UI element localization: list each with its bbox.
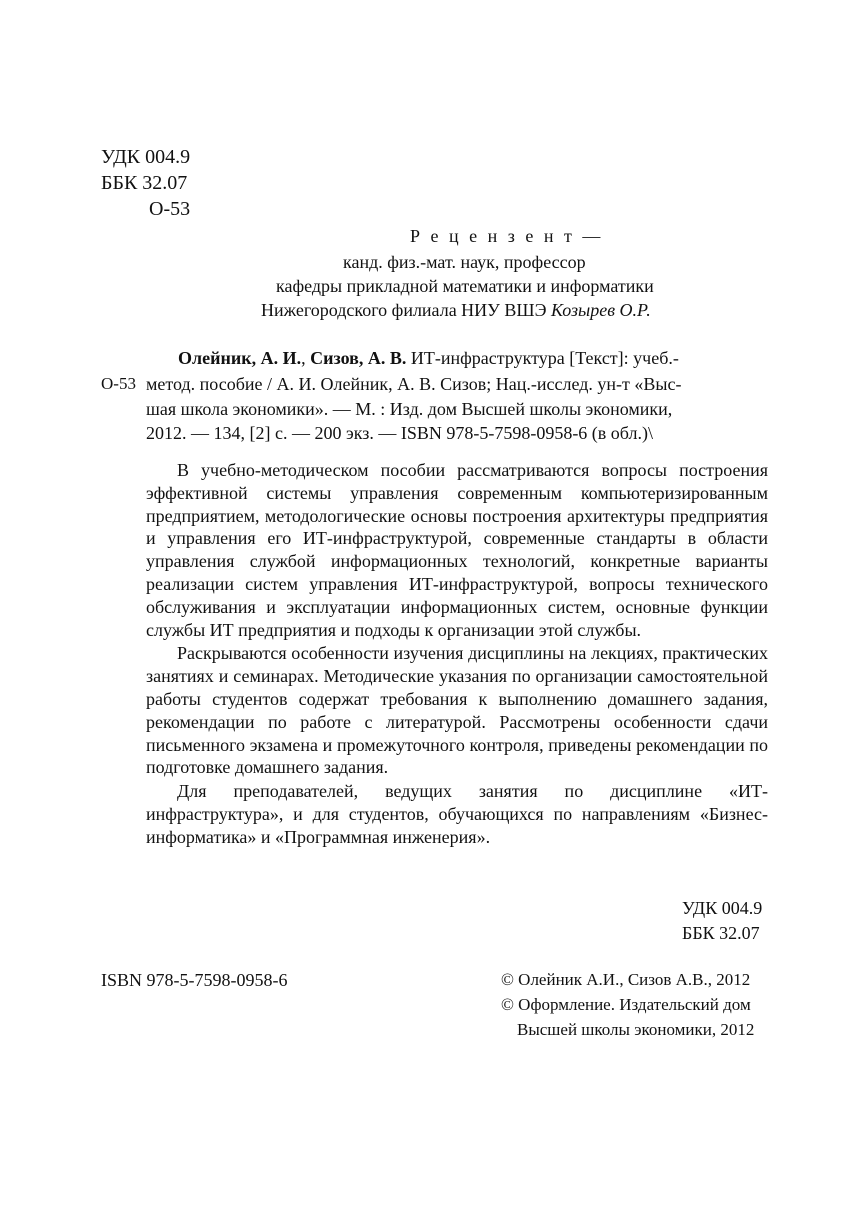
biblio-line-4: 2012. — 134, [2] с. — 200 экз. — ISBN 978-5-7598-0958-6 (в обл.)\ [146,423,653,443]
abstract-paragraph-2: Раскрываются особенности изучения дисциплины на лекциях, практических занятиях и семинарах. Методические указания по организации самостоятельной работы студентов содержат требования к выполнению домашнего задания, рекомендации по работе с литературой. Рассмотрены особенности сдачи письменного экзамена и промежуточного контроля, приведены рекомендации по подготовке домашнего задания. [146,643,768,778]
biblio-line-1 [178,346,768,370]
udk-code-bottom: УДК 004.9 [682,898,763,918]
reviewer-line-2: кафедры прикладной математики и информатики [276,276,654,296]
bbk-code-top: ББК 32.07 [101,172,188,194]
biblio-line-3: шая школа экономики». — М. : Изд. дом Высшей школы экономики, [146,399,673,419]
reviewer-affiliation: Нижегородского филиала НИУ ВШЭ [261,300,547,320]
biblio-line-2: метод. пособие / А. И. Олейник, А. В. Сизов; Нац.-исслед. ун-т «Выс- [146,374,682,394]
author-1: Олейник, А. И. [178,348,302,368]
abstract-paragraph-1: В учебно-методическом пособии рассматриваются вопросы построения эффективной системы управления современным компьютеризированным предприятием, методологические основы построения архитектуры предприятия и управления его ИТ-инфраструктурой, современные стандарты в области управления службой информационных технологий, конкретные варианты реализации систем управления ИТ-инфраструктурой, вопросы технического обслуживания и эксплуатации информационных систем, основные функции службы ИТ предприятия и подходы к организации этой службы. [146,460,768,640]
biblio-title: ИТ-инфраструктура [Текст]: учеб.- [410,348,679,368]
abstract-paragraph-3: Для преподавателей, ведущих занятия по дисциплине «ИТ-инфраструктура», и для студентов, обучающихся по направлениям «Бизнес-информатика» и «Программная инженерия». [146,781,768,847]
reviewer-title: Р е ц е н з е н т — [410,226,604,246]
biblio-margin-mark: О-53 [101,374,136,393]
copyright-authors: © Олейник А.И., Сизов А.В., 2012 [501,970,751,989]
reviewer-line-3 [261,298,651,322]
bbk-code-bottom: ББК 32.07 [682,923,760,943]
isbn: ISBN 978-5-7598-0958-6 [101,970,288,990]
udk-code-top: УДК 004.9 [101,146,191,168]
author-2: Сизов, А. В. [310,348,407,368]
copyright-design: © Оформление. Издательский дом [501,995,751,1014]
copyright-publisher: Высшей школы экономики, 2012 [517,1020,755,1039]
author-separator: , [301,348,311,368]
reviewer-line-1: канд. физ.-мат. наук, профессор [343,252,586,272]
abstract [146,459,768,850]
reviewer-name: Козырев О.Р. [550,300,651,320]
author-mark-top: О-53 [149,198,191,220]
